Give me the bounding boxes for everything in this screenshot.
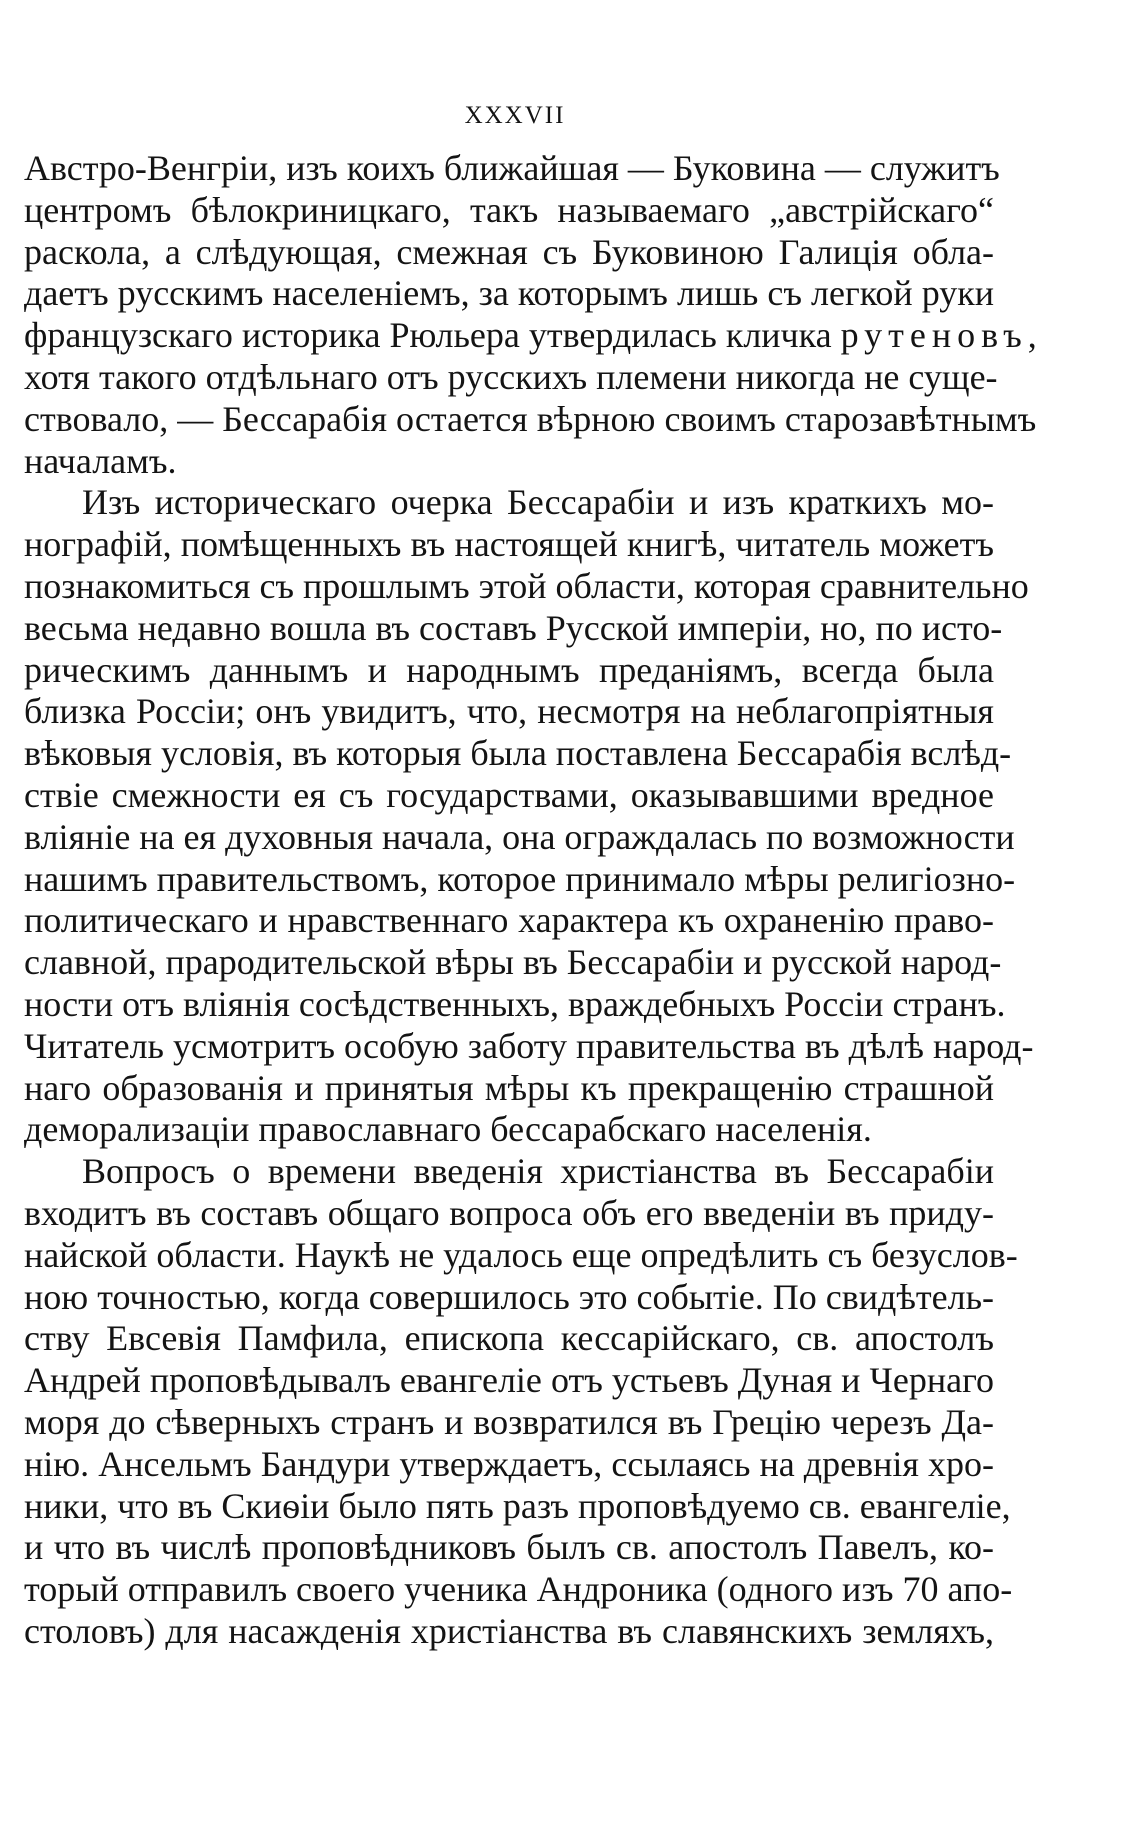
text-line: нію. Ансельмъ Бандури утверждаетъ, ссылаясь на древнія хро- [24,1443,994,1484]
text-segment: французскаго историка Рюльера утвердилась кличка [24,315,832,356]
document-page [24,96,1043,1653]
text-line: Австро-Венгріи, изъ коихъ ближайшая — Буковина — служитъ [24,148,1000,188]
text-line: ною точностью, когда совершилось это событіе. По свидѣтель- [24,1276,994,1317]
text-line: ствіе смежности ея съ государствами, оказывавшими вредное [24,774,994,815]
text-line: Читатель усмотритъ особую заботу правительства въ дѣлѣ народ- [24,1025,1034,1066]
text-line: нашимъ правительствомъ, которое принимало мѣры религіозно- [24,858,1016,899]
text-line: нографій, помѣщенныхъ въ настоящей книгѣ, читатель можетъ [24,524,994,565]
text-line: даетъ русскимъ населеніемъ, за которымъ лишь съ легкой руки [24,273,994,314]
text-line: деморализаціи православнаго бессарабскаго населенія. [24,1109,872,1150]
text-line: ники, что въ Скиѳіи было пять разъ проповѣдуемо св. евангеліе, [24,1485,1011,1526]
text-line: вѣковыя условія, въ которыя была поставлена Бессарабія вслѣд- [24,733,1012,774]
text-line: и что въ числѣ проповѣдниковъ былъ св. апостолъ Павелъ, ко- [24,1527,994,1568]
text-line: ству Евсевія Памфила, епископа кессарійскаго, св. апостолъ [24,1318,994,1359]
text-line: найской области. Наукѣ не удалось еще опредѣлить съ безуслов- [24,1234,1018,1275]
paragraph-3 [24,1151,1018,1653]
text-line: моря до сѣверныхъ странъ и возвратился въ Грецію черезъ Да- [24,1401,994,1442]
text-line: познакомиться съ прошлымъ этой области, которая сравнительно [24,565,1029,606]
text-line: торый отправилъ своего ученика Андроника (одного изъ 70 апо- [24,1569,1013,1610]
text-line: центромъ бѣлокриницкаго, такъ называемаго „австрійскаго“ [24,189,994,230]
text-line: ности отъ вліянія сосѣдственныхъ, враждебныхъ Россіи странъ. [24,983,1006,1024]
text-line: столовъ) для насажденія христіанства въ славянскихъ земляхъ, [24,1610,994,1651]
text-line: весьма недавно вошла въ составъ Русской имперіи, но, по исто- [24,607,1003,648]
text-line: наго образованія и принятыя мѣры къ прекращенію страшной [24,1067,994,1108]
text-line-with-spaced-word [24,315,1043,357]
paragraph-1 [24,148,1043,482]
text-line: ствовало, — Бессарабія остается вѣрною своимъ старозавѣтнымъ [24,398,1037,439]
paragraph-2 [24,482,1034,1151]
text-line: славной, прародительской вѣры въ Бессарабіи и русской народ- [24,942,1002,983]
text-line: близка Россіи; онъ увидитъ, что, несмотря на неблагопріятныя [24,691,994,732]
text-line: хотя такого отдѣльнаго отъ русскихъ племени никогда не суще- [24,356,998,397]
text-line: вліяніе на ея духовныя начала, она ограждалась по возможности [24,816,1015,857]
spaced-word: рутеновъ, [840,315,1043,356]
text-line: Вопросъ о времени введенія христіанства въ Бессарабіи [82,1151,994,1192]
text-line: рическимъ даннымъ и народнымъ преданіямъ, всегда была [24,649,994,690]
page-number: XXXVII [464,102,566,129]
text-line: началамъ. [24,440,177,481]
text-line: Изъ историческаго очерка Бессарабіи и изъ краткихъ мо- [82,482,994,523]
text-line: входитъ въ составъ общаго вопроса объ его введеніи въ приду- [24,1192,994,1233]
text-line: политическаго и нравственнаго характера къ охраненію право- [24,900,994,941]
text-line: раскола, а слѣдующая, смежная съ Буковиною Галиція обла- [24,231,994,272]
text-line: Андрей проповѣдывалъ евангеліе отъ устьевъ Дуная и Чернаго [24,1360,994,1401]
